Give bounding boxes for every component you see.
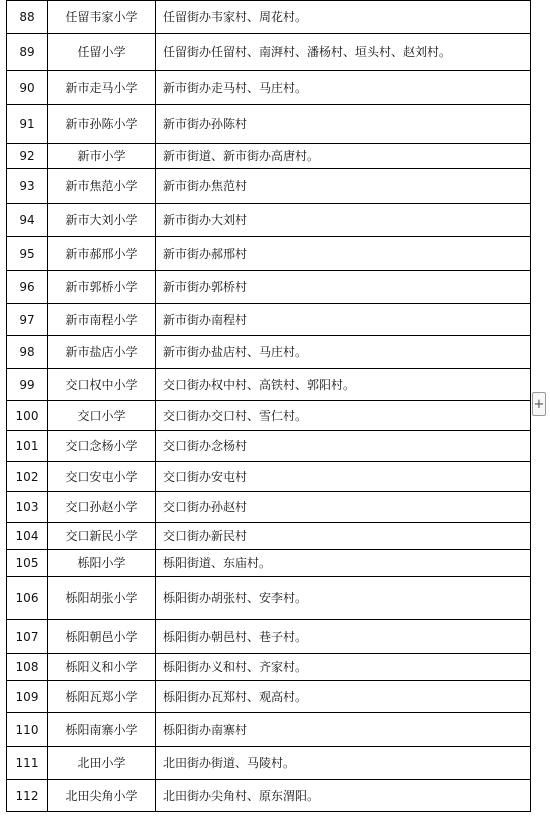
row-number: 101 [7, 431, 48, 462]
add-row-handle[interactable] [532, 392, 546, 416]
row-number: 110 [7, 713, 48, 747]
row-number: 88 [7, 1, 48, 34]
table-row [7, 105, 531, 144]
service-area: 栎阳街办朝邑村、巷子村。 [156, 620, 531, 654]
service-area: 新市街办盐店村、马庄村。 [156, 336, 531, 369]
table-row [7, 336, 531, 369]
row-number: 106 [7, 577, 48, 620]
plus-icon: + [533, 396, 545, 412]
table-row [7, 401, 531, 431]
school-name: 新市走马小学 [48, 71, 156, 105]
service-area: 交口街办孙赵村 [156, 492, 531, 523]
school-name: 新市小学 [48, 144, 156, 169]
service-area: 新市街办郝邢村 [156, 237, 531, 271]
row-number: 93 [7, 169, 48, 204]
table-row [7, 747, 531, 780]
school-name: 新市盐店小学 [48, 336, 156, 369]
school-name: 交口孙赵小学 [48, 492, 156, 523]
service-area: 任留街办韦家村、周花村。 [156, 1, 531, 34]
row-number: 89 [7, 34, 48, 71]
row-number: 111 [7, 747, 48, 780]
school-name: 交口权中小学 [48, 369, 156, 401]
school-name: 任留韦家小学 [48, 1, 156, 34]
row-number: 103 [7, 492, 48, 523]
table-row [7, 71, 531, 105]
school-district-table [6, 0, 531, 812]
table-row [7, 654, 531, 681]
row-number: 94 [7, 204, 48, 237]
table-row [7, 369, 531, 401]
table-row [7, 713, 531, 747]
school-name: 新市郭桥小学 [48, 271, 156, 304]
row-number: 95 [7, 237, 48, 271]
table-row [7, 431, 531, 462]
row-number: 98 [7, 336, 48, 369]
table-row [7, 550, 531, 577]
row-number: 102 [7, 462, 48, 492]
school-name: 新市郝邢小学 [48, 237, 156, 271]
table-row [7, 681, 531, 713]
school-name: 栎阳义和小学 [48, 654, 156, 681]
school-name: 新市南程小学 [48, 304, 156, 336]
row-number: 107 [7, 620, 48, 654]
school-name: 栎阳瓦郑小学 [48, 681, 156, 713]
school-name: 交口安屯小学 [48, 462, 156, 492]
service-area: 栎阳街办义和村、齐家村。 [156, 654, 531, 681]
row-number: 104 [7, 523, 48, 550]
row-number: 99 [7, 369, 48, 401]
service-area: 交口街办权中村、高铁村、郭阳村。 [156, 369, 531, 401]
table-row [7, 237, 531, 271]
table-row [7, 1, 531, 34]
table-row [7, 523, 531, 550]
service-area: 栎阳街办胡张村、安李村。 [156, 577, 531, 620]
service-area: 交口街办念杨村 [156, 431, 531, 462]
school-name: 任留小学 [48, 34, 156, 71]
table-row [7, 144, 531, 169]
table-body [7, 1, 531, 812]
table-row [7, 577, 531, 620]
service-area: 栎阳街办瓦郑村、观高村。 [156, 681, 531, 713]
table-row [7, 304, 531, 336]
table-row [7, 780, 531, 812]
school-name: 新市焦范小学 [48, 169, 156, 204]
row-number: 96 [7, 271, 48, 304]
service-area: 交口街办安屯村 [156, 462, 531, 492]
school-name: 栎阳胡张小学 [48, 577, 156, 620]
service-area: 新市街办南程村 [156, 304, 531, 336]
row-number: 109 [7, 681, 48, 713]
service-area: 新市街办郭桥村 [156, 271, 531, 304]
row-number: 108 [7, 654, 48, 681]
school-name: 栎阳南寨小学 [48, 713, 156, 747]
service-area: 新市街办走马村、马庄村。 [156, 71, 531, 105]
service-area: 新市街办焦范村 [156, 169, 531, 204]
school-name: 栎阳小学 [48, 550, 156, 577]
table-row [7, 204, 531, 237]
school-name: 交口新民小学 [48, 523, 156, 550]
table-row [7, 492, 531, 523]
service-area: 北田街办尖角村、原东渭阳。 [156, 780, 531, 812]
service-area: 栎阳街办南寨村 [156, 713, 531, 747]
school-name: 新市大刘小学 [48, 204, 156, 237]
row-number: 100 [7, 401, 48, 431]
service-area: 新市街道、新市街办高唐村。 [156, 144, 531, 169]
row-number: 91 [7, 105, 48, 144]
service-area: 新市街办大刘村 [156, 204, 531, 237]
service-area: 新市街办孙陈村 [156, 105, 531, 144]
table-row [7, 620, 531, 654]
school-name: 北田小学 [48, 747, 156, 780]
school-name: 交口小学 [48, 401, 156, 431]
service-area: 交口街办交口村、雪仁村。 [156, 401, 531, 431]
service-area: 北田街办街道、马陵村。 [156, 747, 531, 780]
school-name: 新市孙陈小学 [48, 105, 156, 144]
row-number: 112 [7, 780, 48, 812]
service-area: 栎阳街道、东庙村。 [156, 550, 531, 577]
table-row [7, 462, 531, 492]
table-row [7, 169, 531, 204]
service-area: 交口街办新民村 [156, 523, 531, 550]
school-name: 栎阳朝邑小学 [48, 620, 156, 654]
table-row [7, 34, 531, 71]
school-name: 交口念杨小学 [48, 431, 156, 462]
table-row [7, 271, 531, 304]
row-number: 97 [7, 304, 48, 336]
row-number: 92 [7, 144, 48, 169]
service-area: 任留街办任留村、南湃村、潘杨村、垣头村、赵刘村。 [156, 34, 531, 71]
row-number: 90 [7, 71, 48, 105]
school-name: 北田尖角小学 [48, 780, 156, 812]
row-number: 105 [7, 550, 48, 577]
